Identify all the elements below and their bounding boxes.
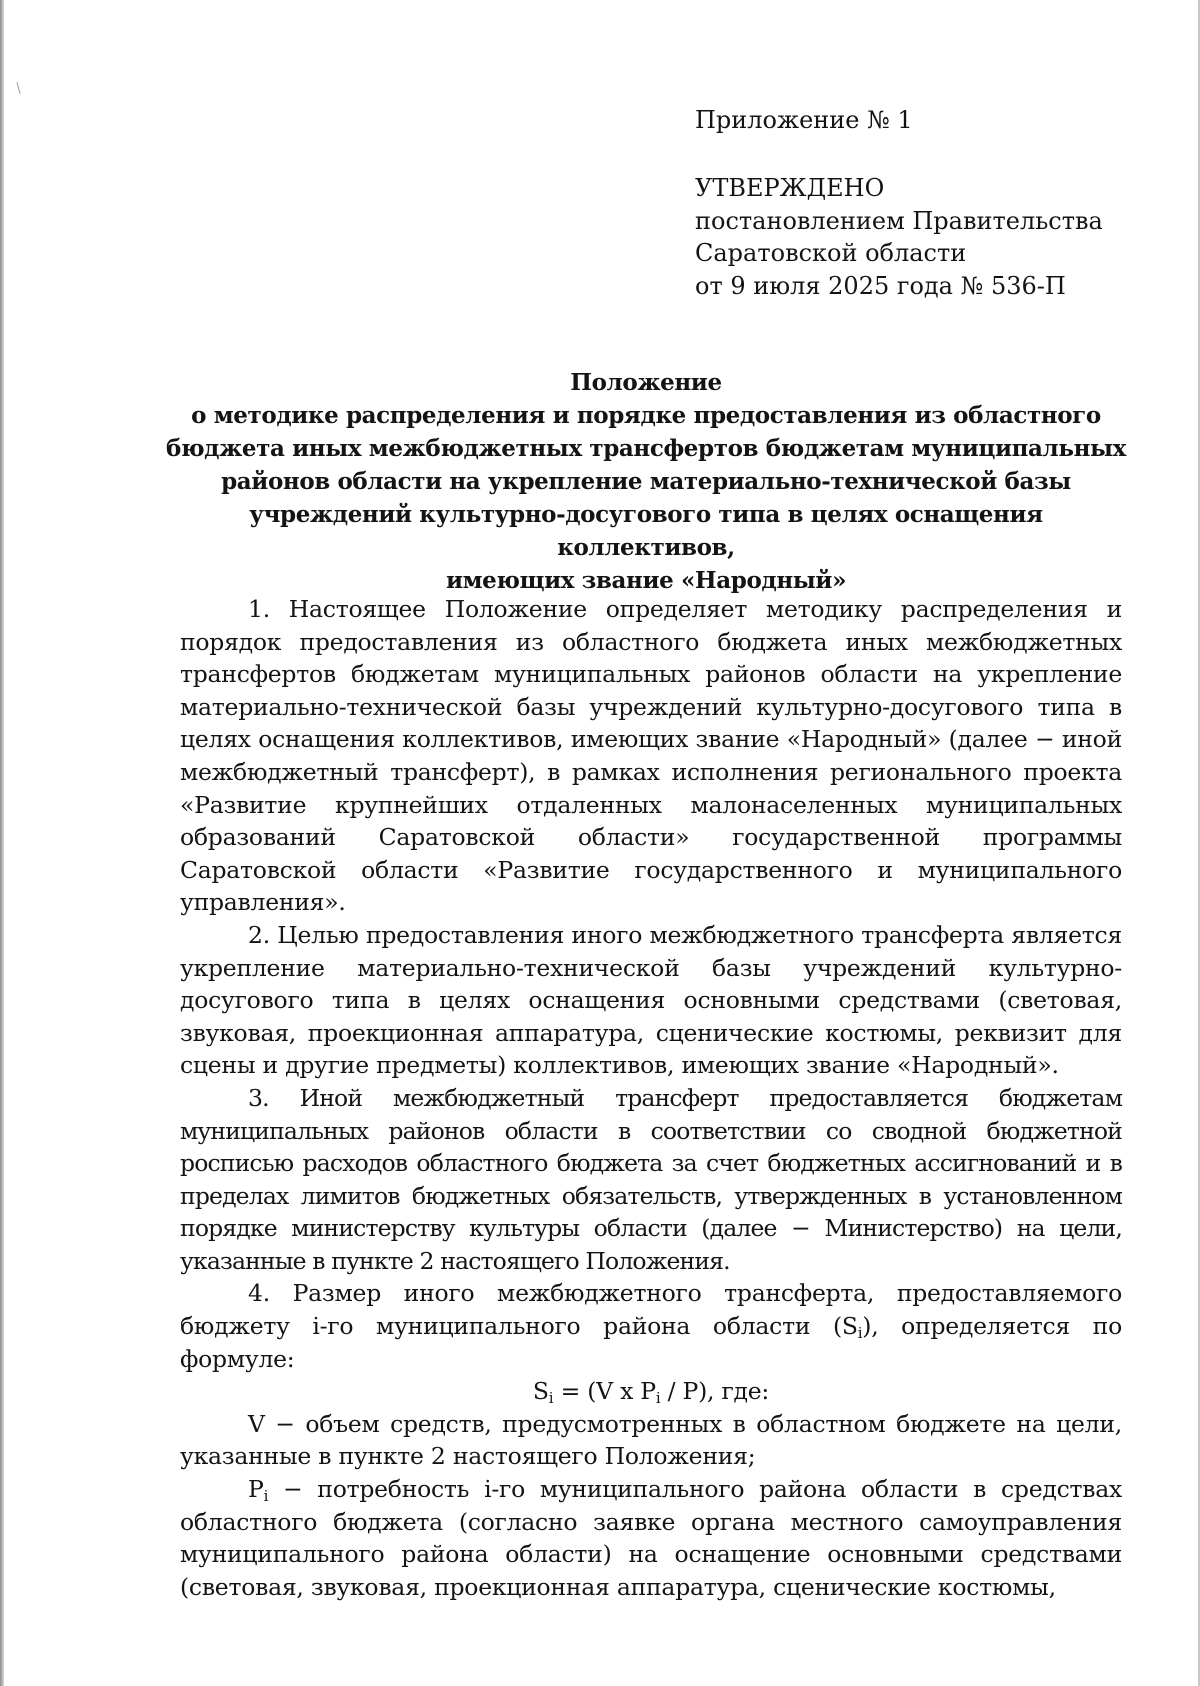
title-line: бюджета иных межбюджетных трансфертов бюджетам муниципальных xyxy=(166,435,1126,462)
formula-middle: = (V x P xyxy=(553,1377,656,1406)
definition-p-subscript: i xyxy=(263,1487,269,1506)
appendix-label: Приложение № 1 xyxy=(695,106,913,134)
paragraph-1: 1. Настоящее Положение определяет методику распределения и порядок предоставления из областного бюджета иных межбюджетных трансфертов бюджетам муниципальных районов области на укрепление материально-технической базы учреждений культурно-досугового типа в целях оснащения коллективов, имеющих звание «Народный» (далее − иной межбюджетный трансферт), в рамках исполнения регионального проекта «Развитие крупнейших отдаленных малонаселенных муниципальных образований Саратовской области» государственной программы Саратовской области «Развитие государственного и муниципального управления». xyxy=(180,595,1122,917)
formula-end: / P), где: xyxy=(660,1377,770,1406)
definition-p xyxy=(180,1473,1122,1603)
formula-s-subscript: i xyxy=(548,1389,554,1408)
approval-line: Саратовской области xyxy=(695,239,967,267)
paragraph-4 xyxy=(180,1277,1122,1375)
formula xyxy=(180,1375,1122,1408)
approval-line: от 9 июля 2025 года № 536-П xyxy=(695,271,1066,300)
paragraph-2: 2. Целью предоставления иного межбюджетного трансферта является укрепление материально-технической базы учреждений культурно-досугового типа в целях оснащения основными средствами (световая, звуковая, проекционная аппаратура, сценические костюмы, реквизит для сцены и другие предметы) коллективов, имеющих звание «Народный». xyxy=(180,920,1122,1080)
document-body xyxy=(180,593,1122,1603)
definition-p-symbol: P xyxy=(248,1475,264,1504)
title-line: учреждений культурно-досугового типа в целях оснащения коллективов, xyxy=(249,501,1043,561)
definition-p-text: − потребность i-го муниципального района области в средствах областного бюджета (согласно заявке органа местного самоуправления муниципального района области) на оснащение основными средствами (световая, звуковая, проекционная аппаратура, сценические костюмы, xyxy=(180,1475,1122,1601)
scan-speck xyxy=(16,82,20,94)
scan-edge-left xyxy=(0,0,4,1686)
paragraph-4-text-end: ), определяется по формуле: xyxy=(180,1312,1122,1373)
title-line: о методике распределения и порядке предоставления из областного xyxy=(191,402,1101,429)
definition-v: V − объем средств, предусмотренных в областном бюджете на цели, указанные в пункте 2 настоящего Положения; xyxy=(180,1409,1122,1471)
paragraph-4-text: 4. Размер иного межбюджетного трансферта, предоставляемого бюджету i-го муниципального района области (S xyxy=(180,1279,1122,1341)
title-line: районов области на укрепление материально-технической базы xyxy=(221,468,1071,495)
paragraph-3: 3. Иной межбюджетный трансферт предоставляется бюджетам муниципальных районов области в соответствии со сводной бюджетной росписью расходов областного бюджета за счет бюджетных ассигнований и в пределах лимитов бюджетных обязательств, утвержденных в установленном порядке министерству культуры области (далее − Министерство) на цели, указанные в пункте 2 настоящего Положения. xyxy=(180,1083,1122,1275)
formula-p-subscript: i xyxy=(655,1389,661,1408)
approval-line: постановлением Правительства xyxy=(695,206,1103,235)
title-line: имеющих звание «Народный» xyxy=(445,567,847,594)
subscript-i: i xyxy=(857,1324,863,1343)
title-main: Положение xyxy=(570,369,722,396)
formula-s: S xyxy=(532,1377,549,1406)
approval-block xyxy=(695,172,1103,302)
approval-line: УТВЕРЖДЕНО xyxy=(695,174,885,202)
document-title xyxy=(160,366,1132,597)
